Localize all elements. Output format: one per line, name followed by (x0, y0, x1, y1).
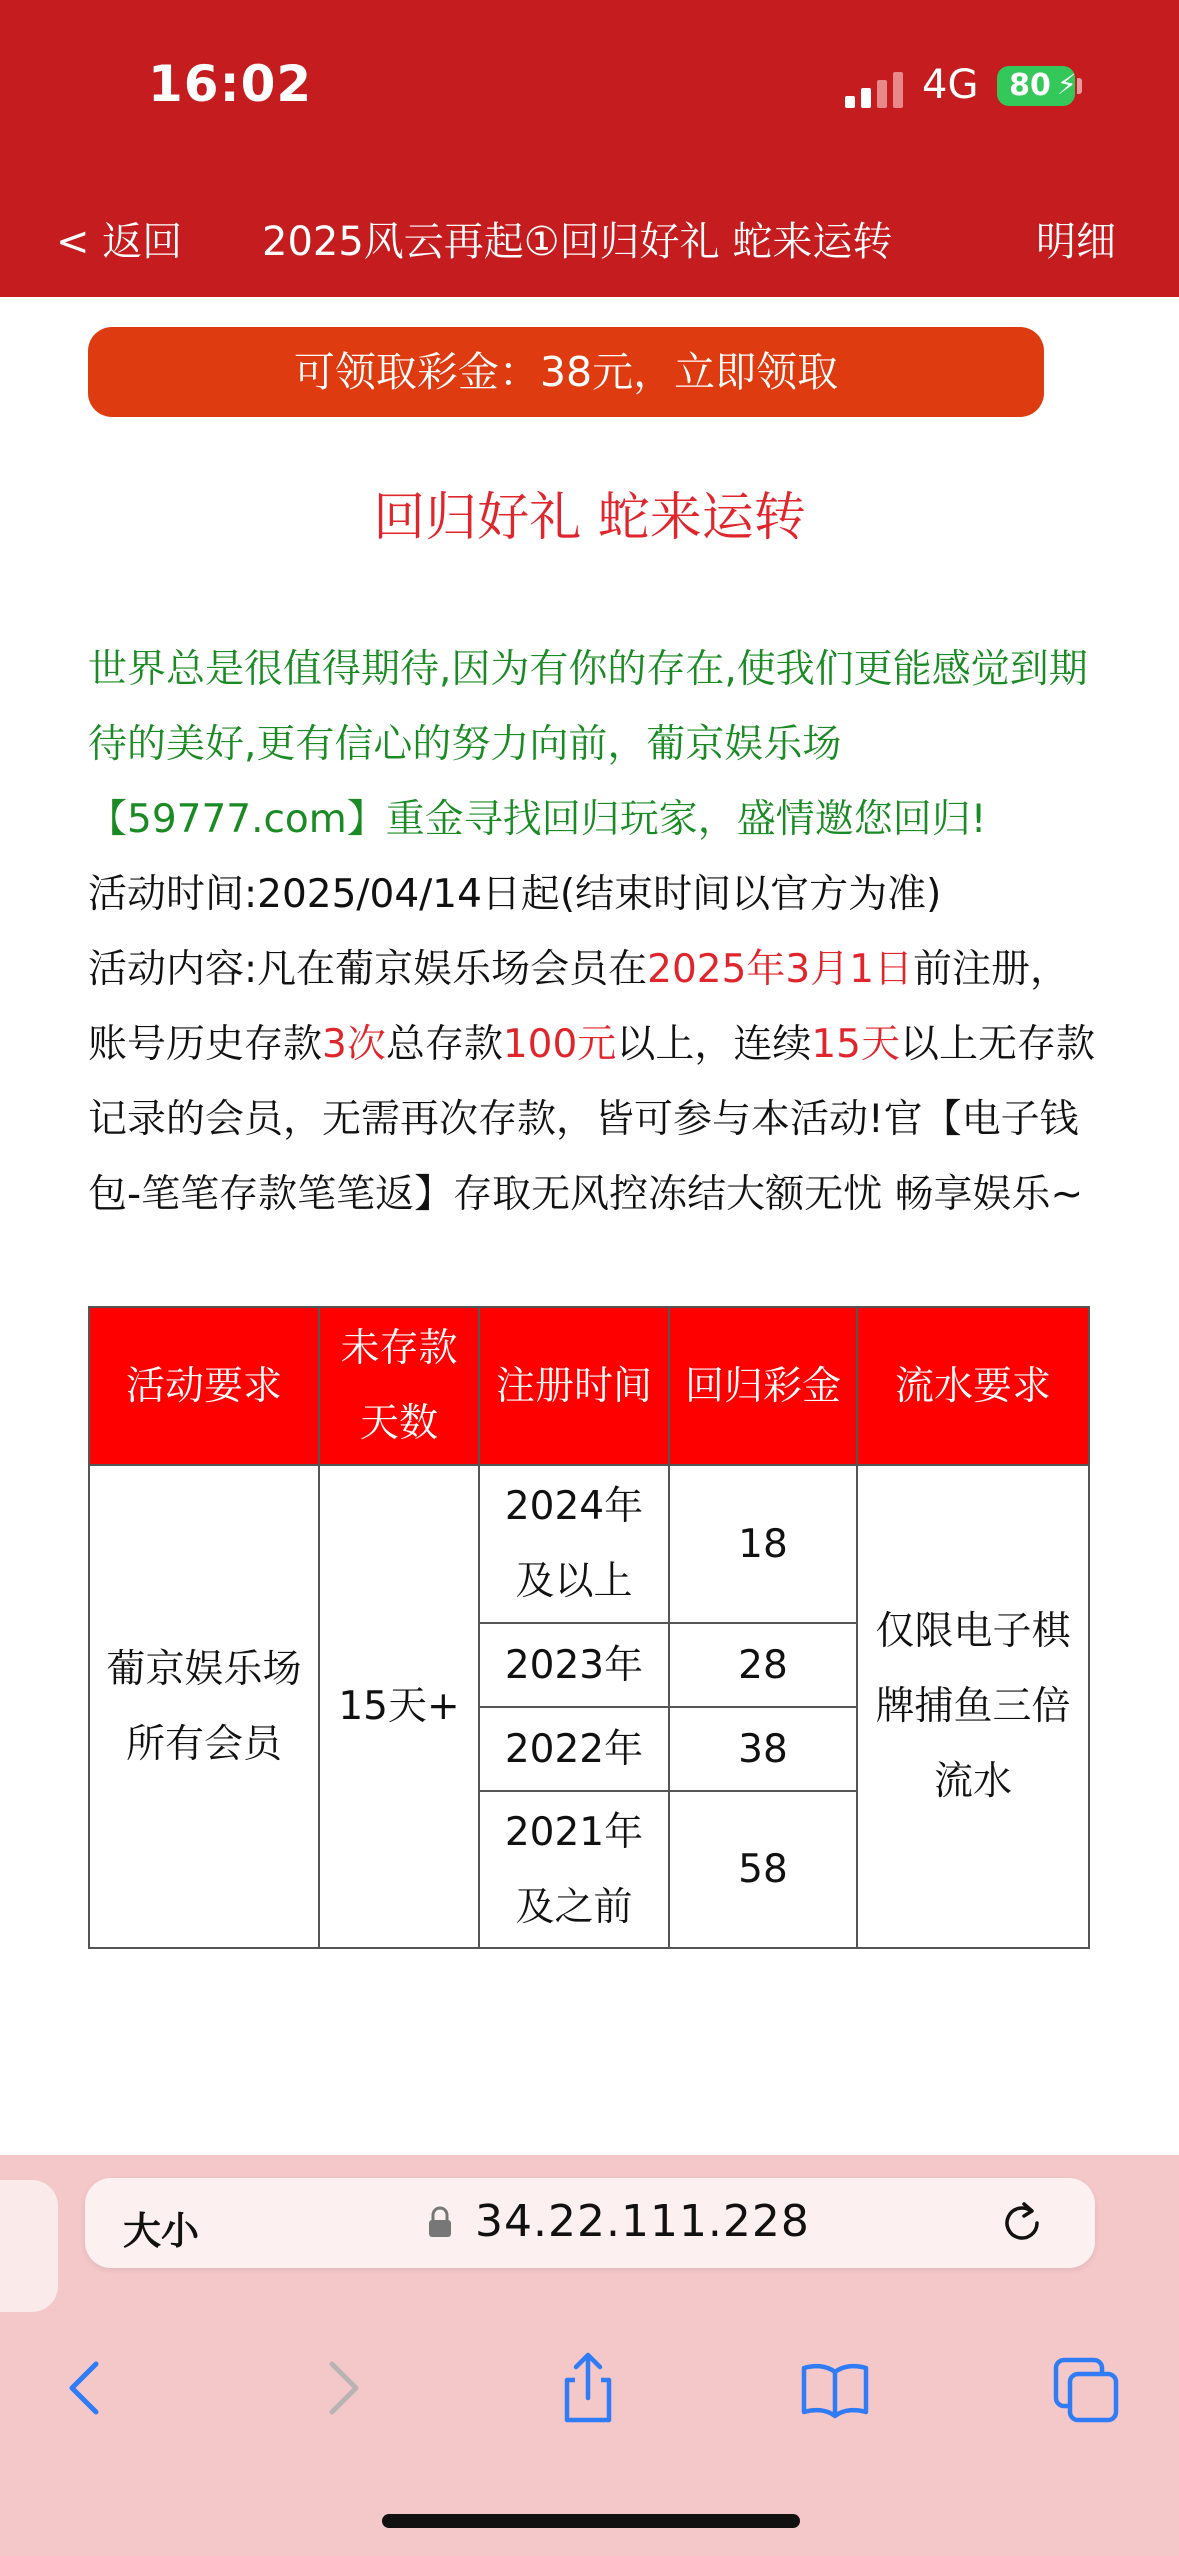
table-header-cell: 未存款天数 (320, 1308, 478, 1464)
battery-icon (997, 66, 1075, 106)
share-icon[interactable] (553, 2350, 623, 2426)
promo-content (88, 632, 1108, 1232)
lock-icon (427, 2206, 453, 2238)
back-button[interactable]: < 返回 (56, 219, 183, 265)
days-cell: 15天+ (338, 1684, 460, 1729)
register-time-cell: 2022年 (504, 1726, 644, 1772)
promo-title: 回归好礼 蛇来运转 (373, 488, 806, 548)
charging-bolt-icon: ⚡ (1057, 68, 1077, 101)
table-header-cell: 活动要求 (90, 1308, 318, 1464)
reload-icon[interactable] (997, 2198, 1047, 2248)
table-divider (478, 1308, 480, 1947)
turnover-cell: 仅限电子棋牌捕鱼三倍流水 (875, 1609, 1071, 1804)
content-text-4: 以上，连续 (616, 1022, 812, 1067)
app-header (0, 0, 1179, 297)
table-divider (478, 1622, 858, 1624)
forward-arrow-icon[interactable] (306, 2350, 376, 2426)
table-divider (90, 1464, 1088, 1466)
content-text-5: 以上无存款记录的会员，无需再次存款，皆可参与本活动!官【电子钱包-笔笔存款笔笔返】存取无风控冻结大额无忧 畅享娱乐~ (88, 1022, 1095, 1217)
bonus-table (88, 1306, 1090, 1949)
network-label: 4G (922, 62, 979, 108)
intro-text: 世界总是很值得期待,因为有你的存在,使我们更能感觉到期待的美好,更有信心的努力向前，葡京娱乐场【59777.com】重金寻找回归玩家，盛情邀您回归! (88, 647, 1088, 842)
register-time-cell: 2021年及之前 (504, 1809, 644, 1930)
inactive-days: 15天 (811, 1022, 900, 1067)
table-header-cell: 注册时间 (480, 1308, 668, 1464)
content-text-1: 活动内容:凡在葡京娱乐场会员在 (88, 947, 648, 992)
register-time-cell: 2024年及以上 (504, 1484, 644, 1604)
back-arrow-icon[interactable] (52, 2350, 122, 2426)
deposit-times: 3次 (322, 1022, 386, 1067)
page-title: 2025风云再起①回归好礼 蛇来运转 (262, 219, 893, 265)
bonus-cell: 18 (738, 1521, 788, 1567)
detail-button[interactable]: 明细 (1036, 219, 1116, 265)
register-time-cell: 2023年 (504, 1642, 644, 1688)
register-deadline: 2025年3月1日 (647, 947, 914, 992)
battery-level: 80 (1009, 68, 1051, 103)
url-text[interactable]: 34.22.111.228 (475, 2196, 810, 2247)
text-size-button[interactable]: 大小 (123, 2209, 200, 2253)
battery-cap (1077, 78, 1082, 94)
content-text-3: 总存款 (385, 1022, 503, 1067)
bonus-cell: 38 (738, 1726, 788, 1772)
content-text-2: 前注册，账号历史存款 (88, 947, 1070, 1067)
claim-bonus-button[interactable]: 可领取彩金：38元，立即领取 (88, 327, 1044, 417)
requirement-cell: 葡京娱乐场所有会员 (106, 1646, 302, 1767)
table-header-cell: 回归彩金 (670, 1308, 856, 1464)
table-divider (318, 1308, 320, 1947)
table-header-cell: 流水要求 (858, 1308, 1088, 1464)
bonus-cell: 58 (738, 1847, 788, 1892)
activity-content (88, 932, 1108, 1232)
deposit-amount: 100元 (502, 1022, 617, 1067)
table-divider (668, 1308, 670, 1947)
home-indicator[interactable] (382, 2514, 800, 2528)
previous-tab-preview[interactable] (0, 2180, 58, 2312)
table-divider (478, 1706, 858, 1708)
address-bar[interactable] (85, 2178, 1095, 2268)
bonus-cell: 28 (738, 1642, 788, 1688)
signal-icon (845, 72, 903, 112)
table-divider (856, 1308, 858, 1947)
activity-time: 活动时间:2025/04/14日起(结束时间以官方为准) (88, 872, 942, 917)
bookmarks-icon[interactable] (800, 2350, 870, 2426)
table-divider (478, 1790, 858, 1792)
status-time: 16:02 (148, 55, 313, 113)
tabs-icon[interactable] (1052, 2350, 1122, 2426)
